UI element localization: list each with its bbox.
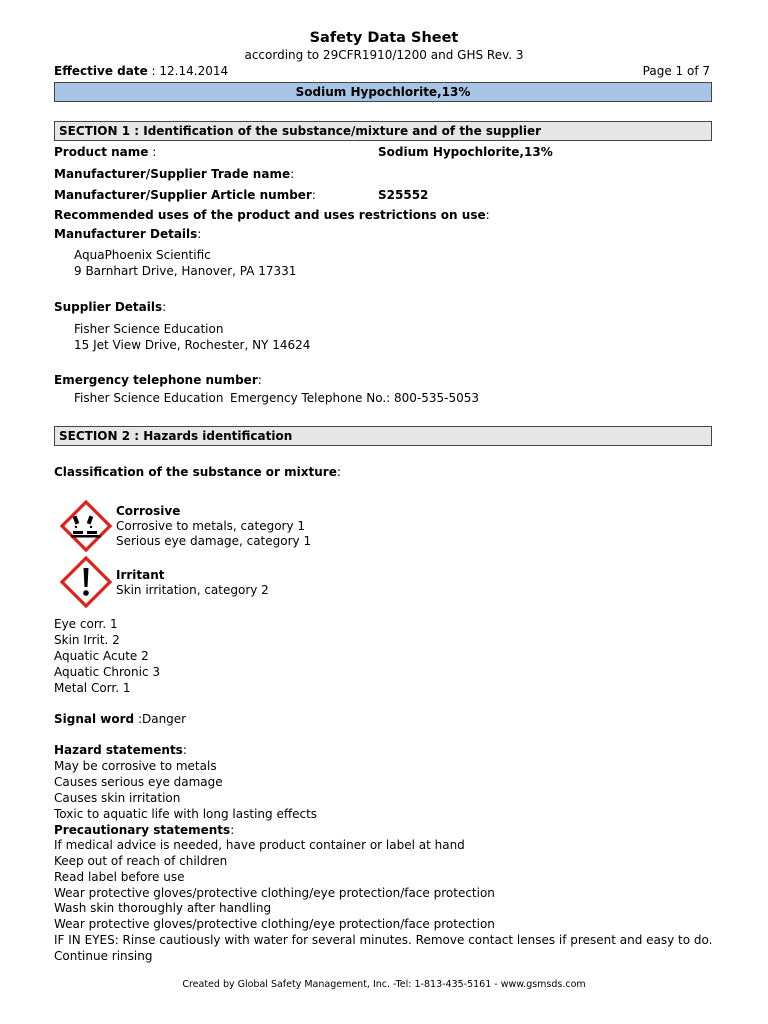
emergency-phone-row — [54, 373, 262, 387]
signal-word-value: :Danger — [134, 712, 187, 726]
supplier-address: 15 Jet View Drive, Rochester, NY 14624 — [74, 338, 311, 352]
signal-word-label: Signal word — [54, 712, 135, 726]
manufacturer-name: AquaPhoenix Scientific — [74, 248, 211, 262]
exclamation-pictogram-icon — [60, 556, 112, 608]
hazard-statement: Causes serious eye damage — [54, 775, 223, 789]
supplier-details-row — [54, 300, 166, 314]
section-1-heading: SECTION 1 : Identification of the substance/mixture and of the supplier — [54, 121, 712, 141]
hazard-class-item: Eye corr. 1 — [54, 617, 118, 631]
document-subtitle: according to 29CFR1910/1200 and GHS Rev. 3 — [244, 48, 524, 62]
product-name-sep: : — [148, 145, 157, 159]
emergency-phone-label: Emergency telephone number — [54, 373, 258, 387]
effective-date-label: Effective date — [54, 64, 148, 78]
manufacturer-details-sep: : — [197, 227, 202, 241]
classification-label: Classification of the substance or mixture — [54, 465, 337, 479]
supplier-details-sep: : — [162, 300, 167, 314]
hazard-statements-label: Hazard statements — [54, 743, 183, 757]
hazard-class-item: Skin Irrit. 2 — [54, 633, 120, 647]
manufacturer-details-row — [54, 227, 201, 241]
article-number-value: S25552 — [378, 188, 429, 202]
hazard-statement: Causes skin irritation — [54, 791, 181, 805]
article-number-sep: : — [311, 188, 316, 202]
supplier-details-label: Supplier Details — [54, 300, 163, 314]
precautionary-statement: Wear protective gloves/protective clothing/eye protection/face protection — [54, 917, 495, 931]
hazard-class-item: Metal Corr. 1 — [54, 681, 131, 695]
precautionary-statement: IF IN EYES: Rinse cautiously with water for several minutes. Remove contact lenses if present and easy to do. — [54, 933, 713, 947]
effective-date-value: : 12.14.2014 — [147, 64, 229, 78]
pictogram-irritant-title: Irritant — [116, 568, 165, 582]
hazard-class-item: Aquatic Acute 2 — [54, 649, 149, 663]
product-name-label: Product name — [54, 145, 149, 159]
hazard-statements-sep: : — [182, 743, 187, 757]
precautionary-statements-sep: : — [230, 823, 235, 837]
article-number-label: Manufacturer/Supplier Article number — [54, 188, 312, 202]
precautionary-statement: Wash skin thoroughly after handling — [54, 901, 272, 915]
product-name-value: Sodium Hypochlorite,13% — [378, 145, 553, 159]
manufacturer-address: 9 Barnhart Drive, Hanover, PA 17331 — [74, 264, 297, 278]
manufacturer-details-label: Manufacturer Details — [54, 227, 198, 241]
hazard-class-item: Aquatic Chronic 3 — [54, 665, 161, 679]
document-title: Safety Data Sheet — [309, 30, 459, 46]
supplier-name: Fisher Science Education — [74, 322, 224, 336]
precautionary-statements-label: Precautionary statements — [54, 823, 231, 837]
precautionary-statement: Wear protective gloves/protective clothing/eye protection/face protection — [54, 886, 495, 900]
trade-name-sep: : — [290, 167, 295, 181]
emergency-phone-number: Emergency Telephone No.: 800-535-5053 — [230, 391, 480, 405]
page-footer: Created by Global Safety Management, Inc. -Tel: 1-813-435-5161 - www.gsmsds.com — [182, 979, 586, 990]
precautionary-statement: Continue rinsing — [54, 949, 153, 963]
product-banner: Sodium Hypochlorite,13% — [54, 82, 712, 102]
recommended-uses-label: Recommended uses of the product and uses restrictions on use — [54, 208, 486, 222]
trade-name-label: Manufacturer/Supplier Trade name — [54, 167, 291, 181]
precautionary-statement: Read label before use — [54, 870, 185, 884]
trade-name-row — [54, 167, 294, 181]
emergency-company: Fisher Science Education — [74, 391, 224, 405]
classification-row — [54, 465, 341, 479]
signal-word-row — [54, 712, 186, 726]
pictogram-corrosive-title: Corrosive — [116, 504, 181, 518]
effective-date — [54, 64, 228, 78]
pictogram-corrosive-line-1: Corrosive to metals, category 1 — [116, 519, 306, 533]
recommended-uses-sep: : — [485, 208, 490, 222]
section-2-heading: SECTION 2 : Hazards identification — [54, 426, 712, 446]
hazard-statement: May be corrosive to metals — [54, 759, 217, 773]
corrosion-pictogram-icon — [60, 500, 112, 552]
hazard-statement: Toxic to aquatic life with long lasting effects — [54, 807, 318, 821]
pictogram-corrosive-line-2: Serious eye damage, category 1 — [116, 534, 312, 548]
emergency-phone-sep: : — [257, 373, 262, 387]
recommended-uses-row — [54, 208, 490, 222]
pictogram-irritant-line-1: Skin irritation, category 2 — [116, 583, 269, 597]
hazard-statements-row — [54, 743, 187, 757]
product-name-row — [54, 145, 156, 159]
classification-sep: : — [336, 465, 341, 479]
article-number-row — [54, 188, 316, 202]
precautionary-statement: Keep out of reach of children — [54, 854, 228, 868]
precautionary-statements-row — [54, 823, 234, 837]
page-number: Page 1 of 7 — [642, 64, 710, 78]
precautionary-statement: If medical advice is needed, have product container or label at hand — [54, 838, 465, 852]
